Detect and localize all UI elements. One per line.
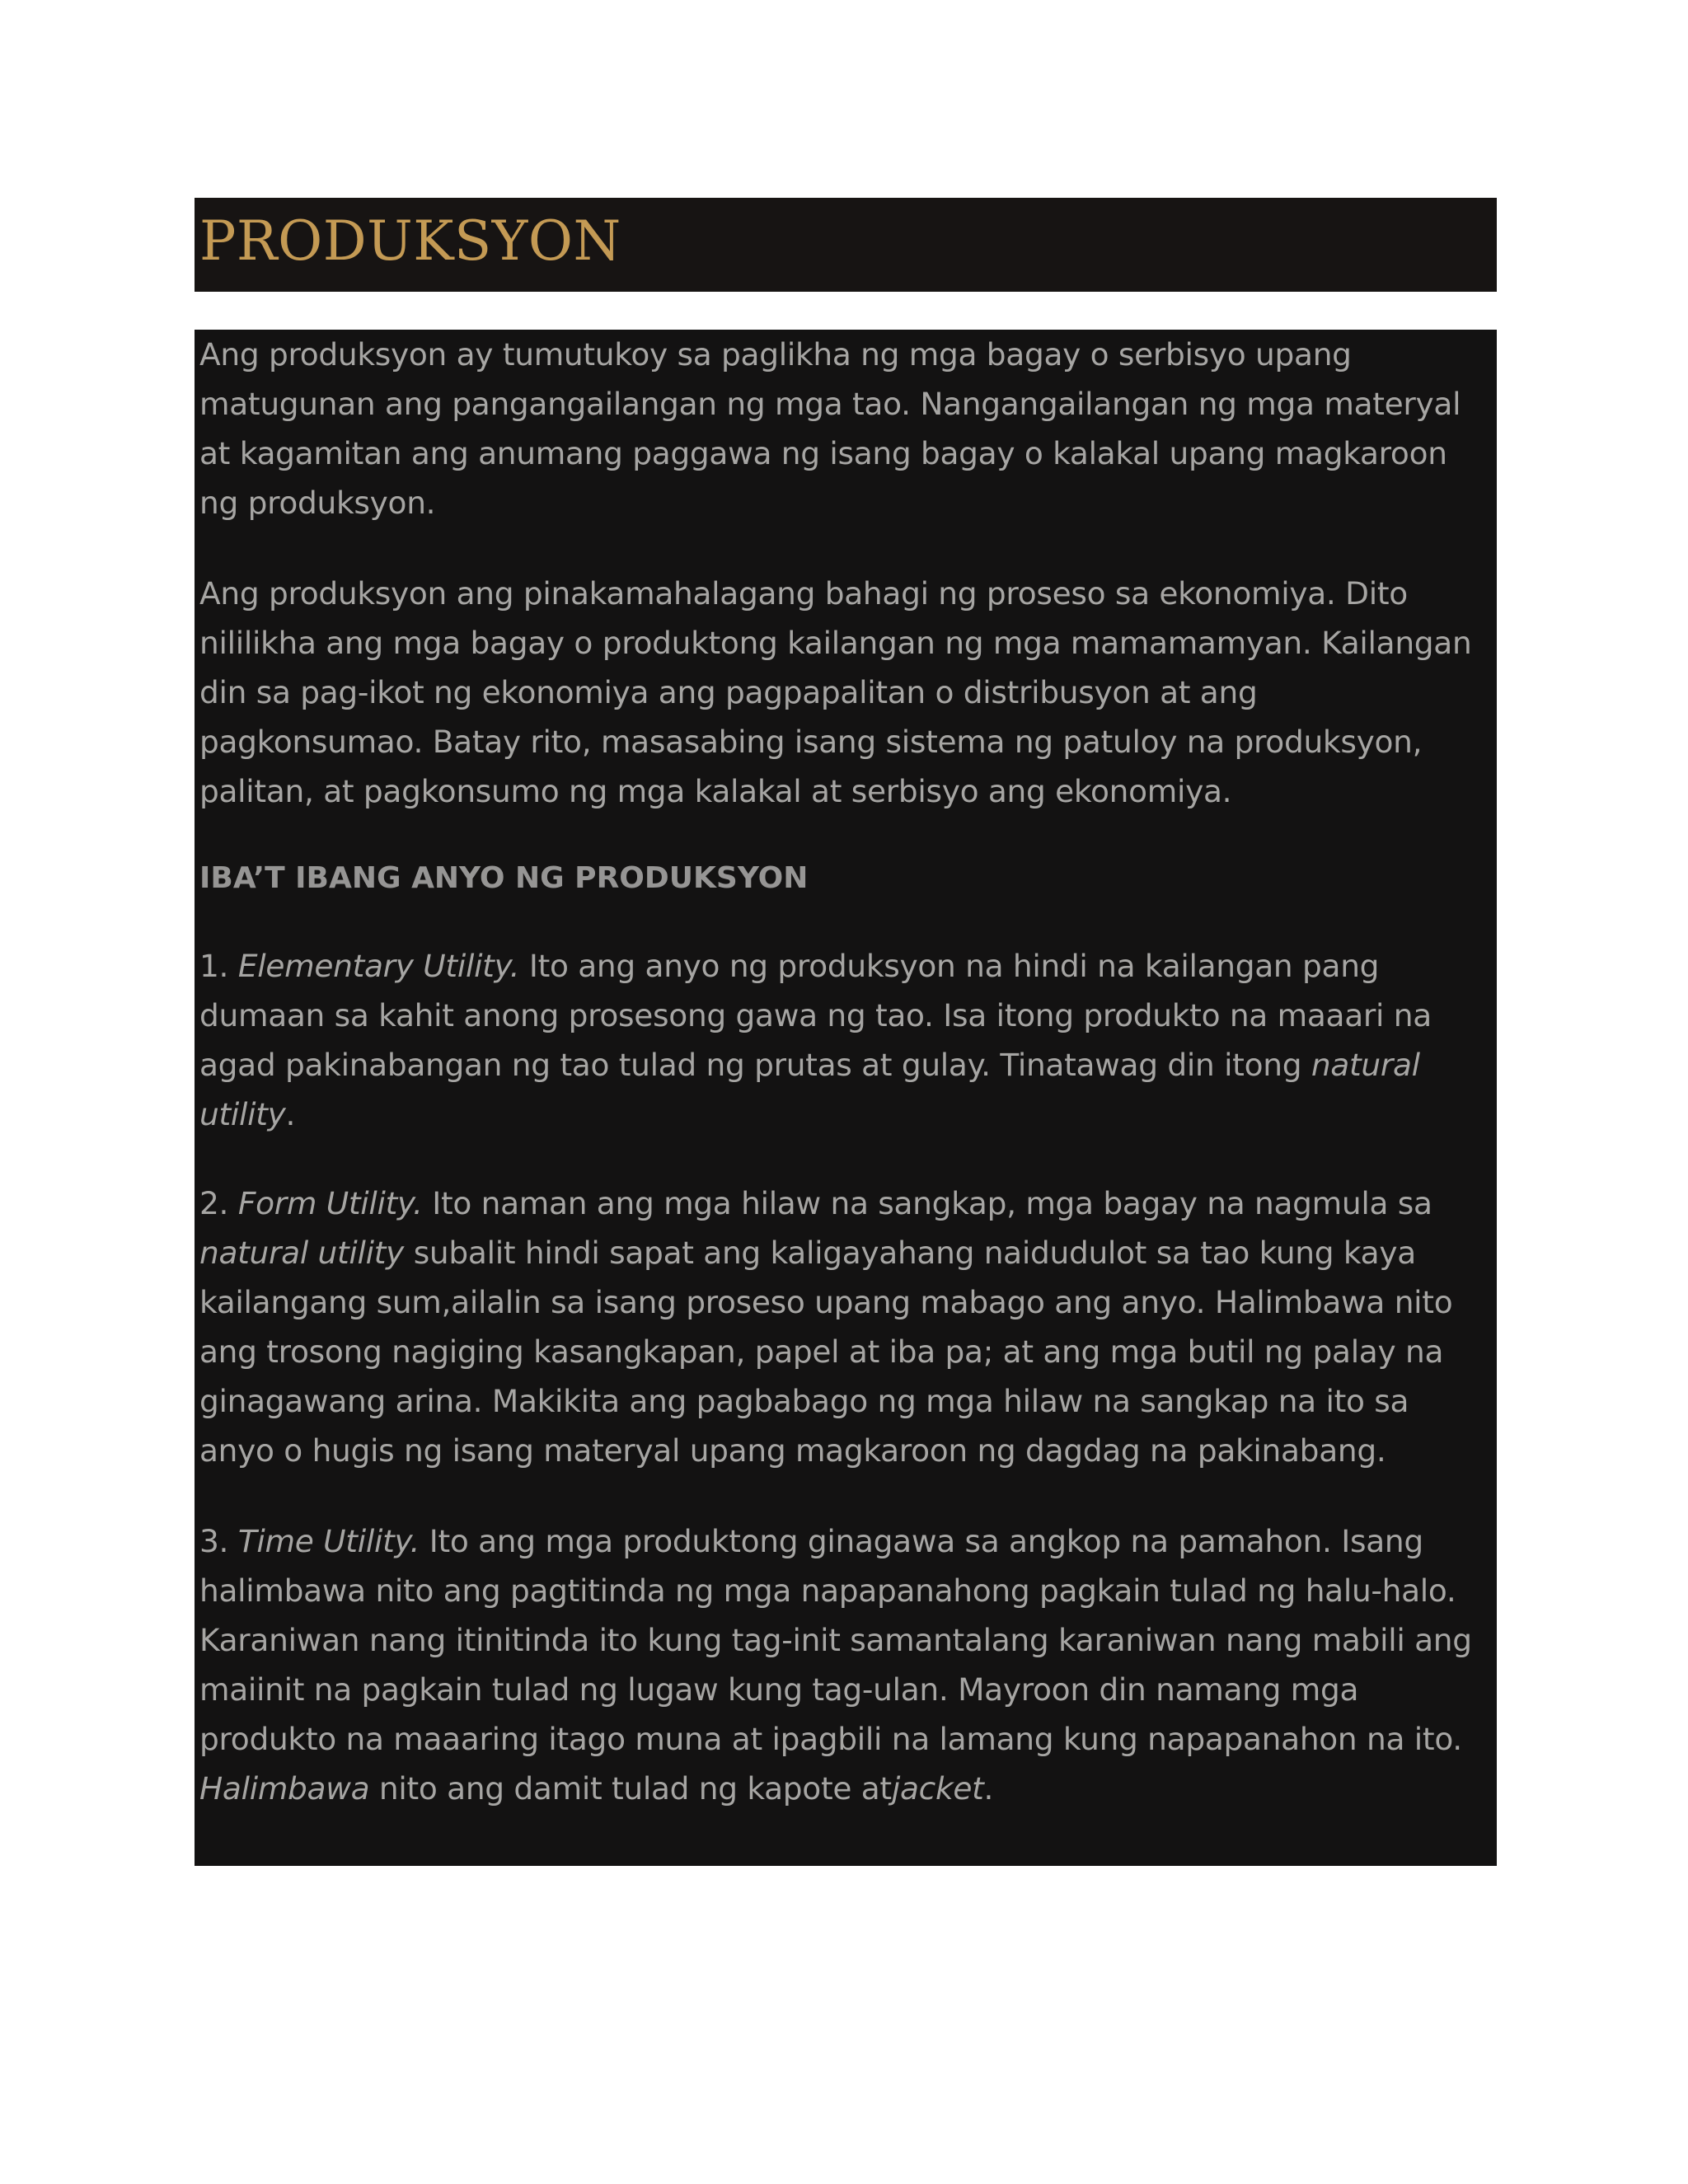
- item-text: Ito naman ang mga hilaw na sangkap, mga bagay na nagmula sa: [422, 1185, 1432, 1221]
- item-term: Elementary Utility.: [237, 948, 520, 984]
- item-term: Time Utility.: [237, 1523, 420, 1559]
- content-panel: [195, 330, 1497, 1866]
- item-emphasis: Halimbawa: [199, 1770, 370, 1807]
- importance-paragraph: Ang produksyon ang pinakamahalagang bahagi ng proseso sa ekonomiya. Dito nililikha ang mga bagay o produktong kailangan ng mga mamamamyan. Kailangan din sa pag-ikot ng ekonomiya ang pagpapalitan o distribusyon at ang pagkonsumao. Batay rito, masasabing isang sistema ng patuloy na produksyon, palitan, at pagkonsumo ng mga kalakal at serbisyo ang ekonomiya.: [199, 575, 1472, 809]
- section-heading: IBA’T IBANG ANYO NG PRODUKSYON: [199, 861, 809, 895]
- item-text-end: .: [983, 1770, 994, 1807]
- item-emphasis-second: jacket: [891, 1770, 984, 1807]
- item-text-end: .: [285, 1096, 296, 1132]
- item-text-middle: nito ang damit tulad ng kapote at: [369, 1770, 892, 1807]
- item-emphasis: natural utility: [199, 1235, 405, 1271]
- page-title: PRODUKSYON: [199, 209, 621, 273]
- item-number: 3.: [199, 1523, 238, 1559]
- item-text: Ito ang anyo ng produksyon na hindi na kailangan pang dumaan sa kahit anong prosesong gawa ng tao. Isa itong produkto na maaari na agad pakinabangan ng tao tulad ng prutas at gulay. Tinatawag din itong: [199, 948, 1432, 1083]
- item-text: Ito ang mga produktong ginagawa sa angkop na pamahon. Isang halimbawa nito ang pagtitinda ng mga napapanahong pagkain tulad ng halu-halo. Karaniwan nang itinitinda ito kung tag-init samantalang karaniwan nang mabili ang maiinit na pagkain tulad ng lugaw kung tag-ulan. Mayroon din namang mga produkto na maaaring itago muna at ipagbili na lamang kung napapanahon na ito.: [199, 1523, 1472, 1757]
- intro-paragraph: Ang produksyon ay tumutukoy sa paglikha ng mga bagay o serbisyo upang matugunan ang pangangailangan ng mga tao. Nangangailangan ng mga materyal at kagamitan ang anumang paggawa ng isang bagay o kalakal upang magkaroon ng produksyon.: [199, 336, 1461, 521]
- item-number: 1.: [199, 948, 238, 984]
- title-banner: [195, 198, 1497, 292]
- item-emphasis: natural utility: [199, 1047, 1420, 1132]
- list-item-elementary-utility: [199, 941, 1490, 1139]
- item-text-end: subalit hindi sapat ang kaligayahang naidudulot sa tao kung kaya kailangang sum,ailalin sa isang proseso upang mabago ang anyo. Halimbawa nito ang trosong nagiging kasangkapan, papel at iba pa; at ang mga butil ng palay na ginagawang arina. Makikita ang pagbabago ng mga hilaw na sangkap na ito sa anyo o hugis ng isang materyal upang magkaroon ng dagdag na pakinabang.: [199, 1235, 1453, 1469]
- list-item-time-utility: [199, 1516, 1490, 1813]
- list-item-form-utility: [199, 1179, 1490, 1475]
- item-term: Form Utility.: [237, 1185, 423, 1221]
- item-number: 2.: [199, 1185, 238, 1221]
